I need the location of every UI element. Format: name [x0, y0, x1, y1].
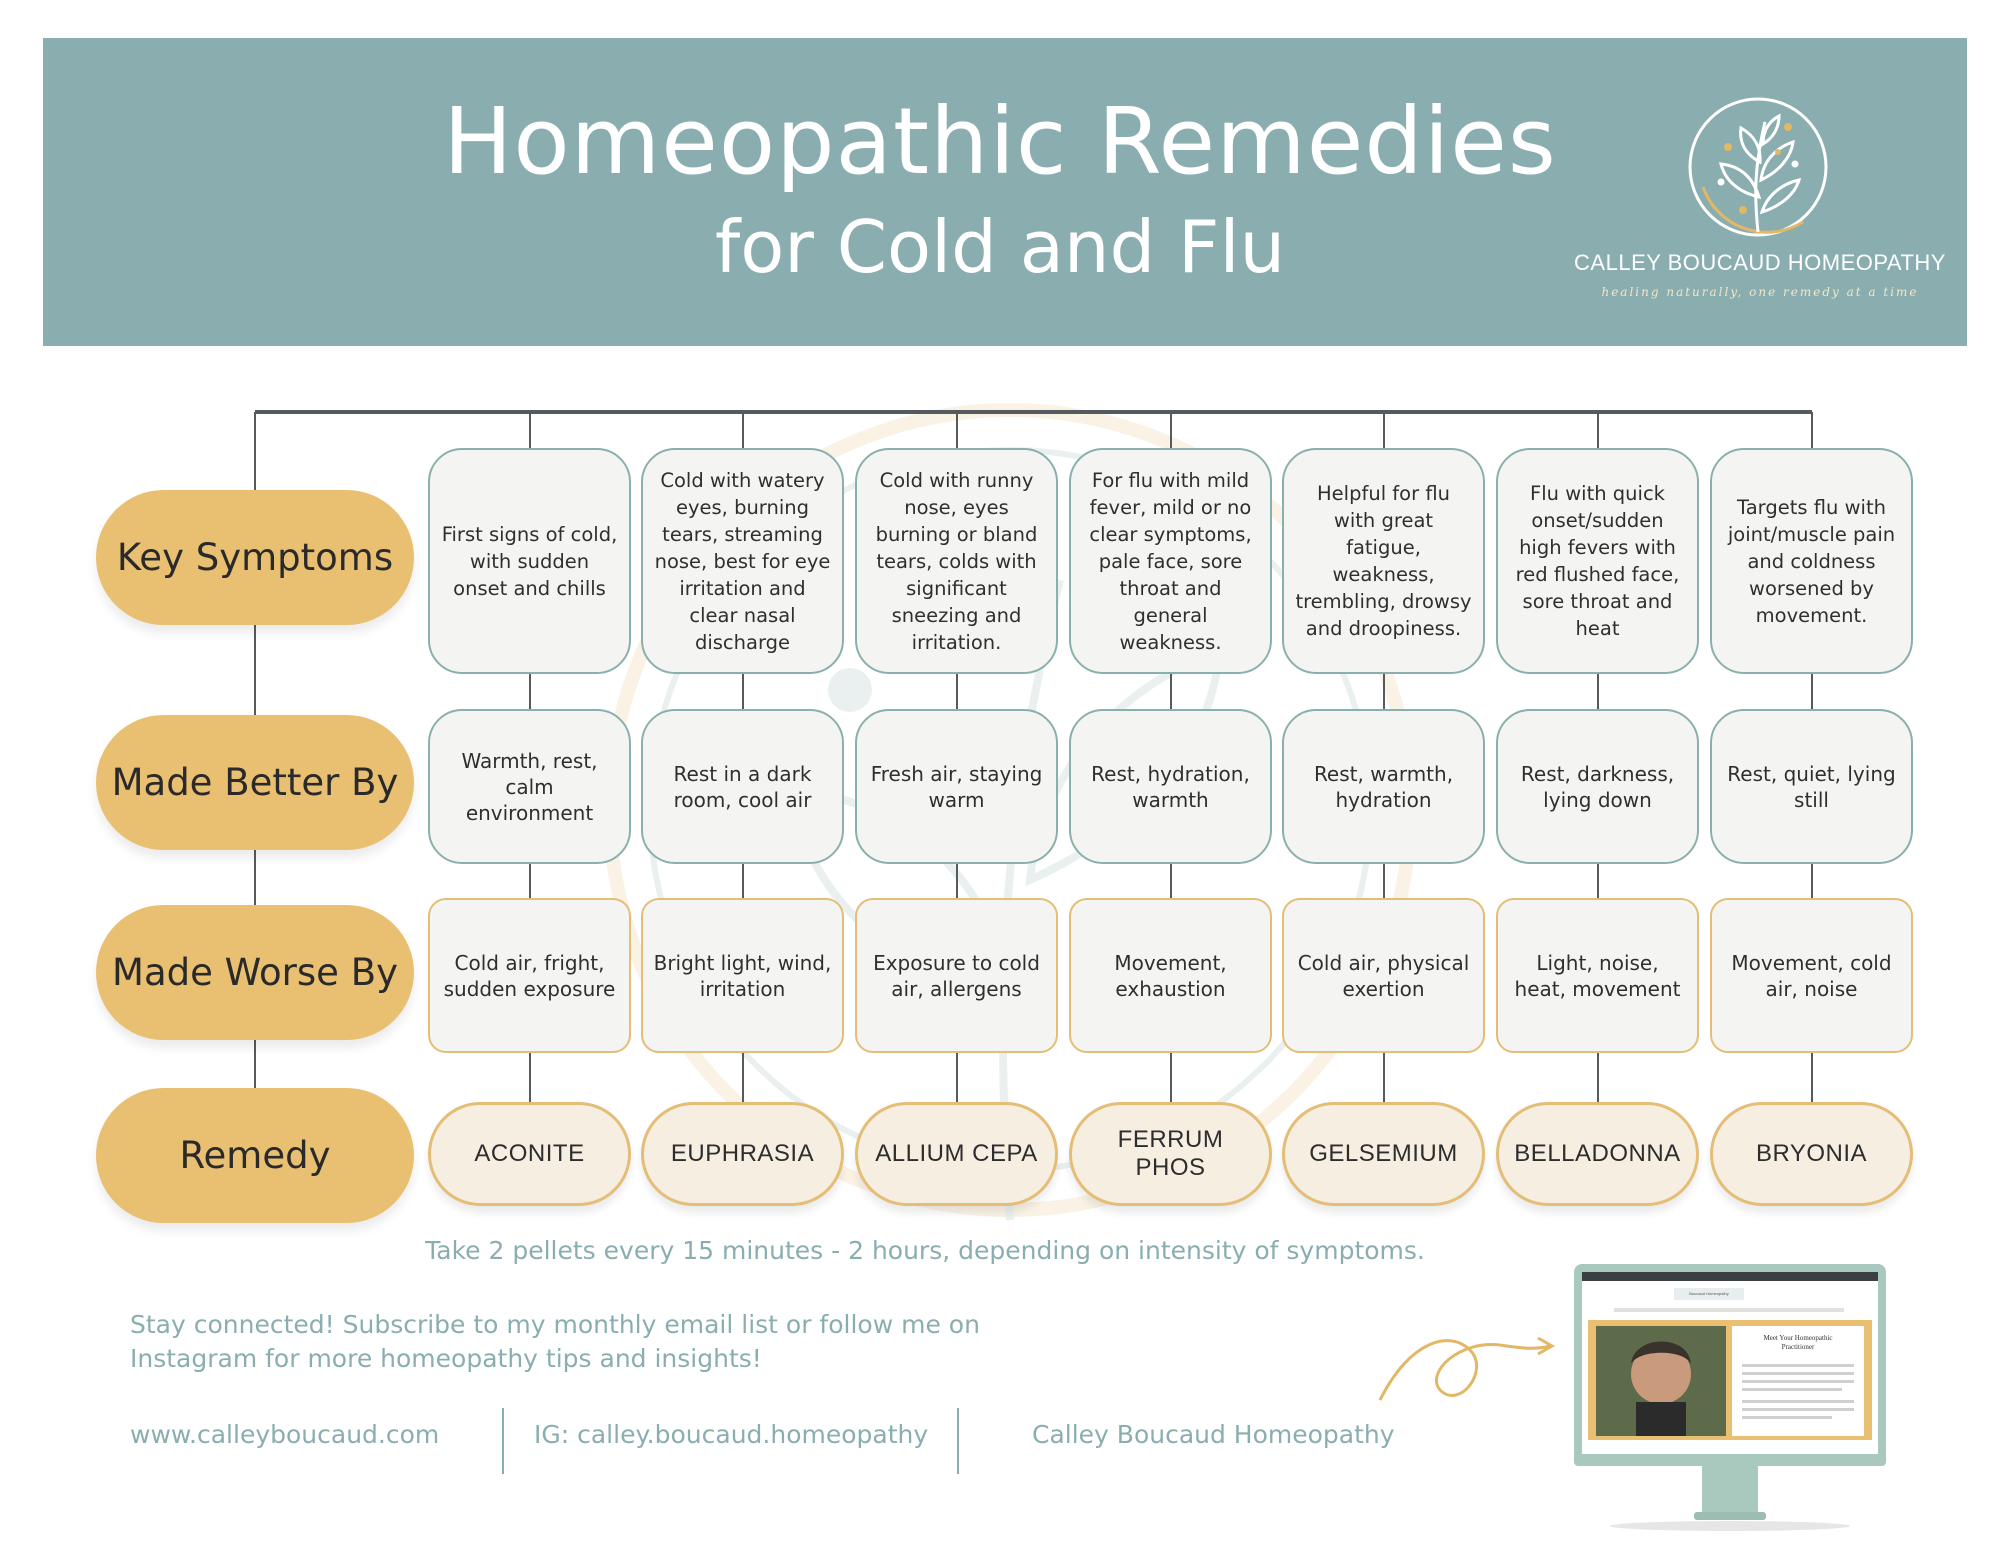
page-subtitle: for Cold and Flu [714, 205, 1286, 289]
remedy-euphrasia: EUPHRASIA [641, 1102, 844, 1206]
row-label-made-worse-by: Made Worse By [96, 905, 414, 1040]
business-name: Calley Boucaud Homeopathy [1032, 1420, 1395, 1449]
worse-cell: Movement, exhaustion [1069, 898, 1272, 1053]
remedy-aconite: ACONITE [428, 1102, 631, 1206]
monitor-heading [1732, 1334, 1864, 1352]
footer-divider [957, 1408, 959, 1474]
worse-cell: Exposure to cold air, allergens [855, 898, 1058, 1053]
worse-cell: Movement, cold air, noise [1710, 898, 1913, 1053]
dosage-instructions: Take 2 pellets every 15 minutes - 2 hours, depending on intensity of symptoms. [425, 1236, 1425, 1265]
curly-arrow-icon [1370, 1310, 1560, 1420]
worse-cell: Cold air, physical exertion [1282, 898, 1485, 1053]
monitor-site-title: Boucaud Homeopathy [1689, 1291, 1729, 1296]
remedy-gelsemium: GELSEMIUM [1282, 1102, 1485, 1206]
better-cell: Fresh air, staying warm [855, 709, 1058, 864]
page-title: Homeopathic Remedies [443, 88, 1557, 195]
symptoms-cell: Cold with runny nose, eyes burning or bland tears, colds with significant sneezing and irritation. [855, 448, 1058, 674]
better-cell: Rest, hydration, warmth [1069, 709, 1272, 864]
better-cell: Rest, warmth, hydration [1282, 709, 1485, 864]
instagram-link[interactable]: IG: calley.boucaud.homeopathy [534, 1420, 929, 1449]
footer-divider [502, 1408, 504, 1474]
website-link[interactable]: www.calleyboucaud.com [130, 1420, 440, 1449]
remedy-ferrum-phos: FERRUM PHOS [1069, 1102, 1272, 1206]
monitor-heading-line1: Meet Your Homeopathic [1763, 1334, 1833, 1342]
monitor-icon [1574, 1264, 1886, 1534]
worse-cell: Bright light, wind, irritation [641, 898, 844, 1053]
better-cell: Rest, darkness, lying down [1496, 709, 1699, 864]
row-label-remedy: Remedy [96, 1088, 414, 1223]
monitor-heading-line2: Practitioner [1781, 1343, 1815, 1351]
remedy-bryonia: BRYONIA [1710, 1102, 1913, 1206]
row-label-key-symptoms: Key Symptoms [96, 490, 414, 625]
symptoms-cell: Targets flu with joint/muscle pain and coldness worsened by movement. [1710, 448, 1913, 674]
worse-cell: Light, noise, heat, movement [1496, 898, 1699, 1053]
website-preview-monitor [1574, 1264, 1886, 1534]
symptoms-cell: For flu with mild fever, mild or no clear symptoms, pale face, sore throat and general weakness. [1069, 448, 1272, 674]
better-cell: Rest in a dark room, cool air [641, 709, 844, 864]
better-cell: Warmth, rest, calm environment [428, 709, 631, 864]
remedy-belladonna: BELLADONNA [1496, 1102, 1699, 1206]
row-label-made-better-by: Made Better By [96, 715, 414, 850]
subscribe-call-to-action: Stay connected! Subscribe to my monthly email list or follow me on Instagram for more homeopathy tips and insights! [130, 1310, 980, 1373]
better-cell: Rest, quiet, lying still [1710, 709, 1913, 864]
symptoms-cell: First signs of cold, with sudden onset and chills [428, 448, 631, 674]
remedy-allium-cepa: ALLIUM CEPA [855, 1102, 1058, 1206]
brand-name: CALLEY BOUCAUD HOMEOPATHY [1574, 250, 1946, 275]
worse-cell: Cold air, fright, sudden exposure [428, 898, 631, 1053]
brand-tagline: healing naturally, one remedy at a time [1601, 285, 1919, 299]
symptoms-cell: Cold with watery eyes, burning tears, streaming nose, best for eye irritation and clear nasal discharge [641, 448, 844, 674]
symptoms-cell: Flu with quick onset/sudden high fevers with red flushed face, sore throat and heat [1496, 448, 1699, 674]
symptoms-cell: Helpful for flu with great fatigue, weakness, trembling, drowsy and droopiness. [1282, 448, 1485, 674]
